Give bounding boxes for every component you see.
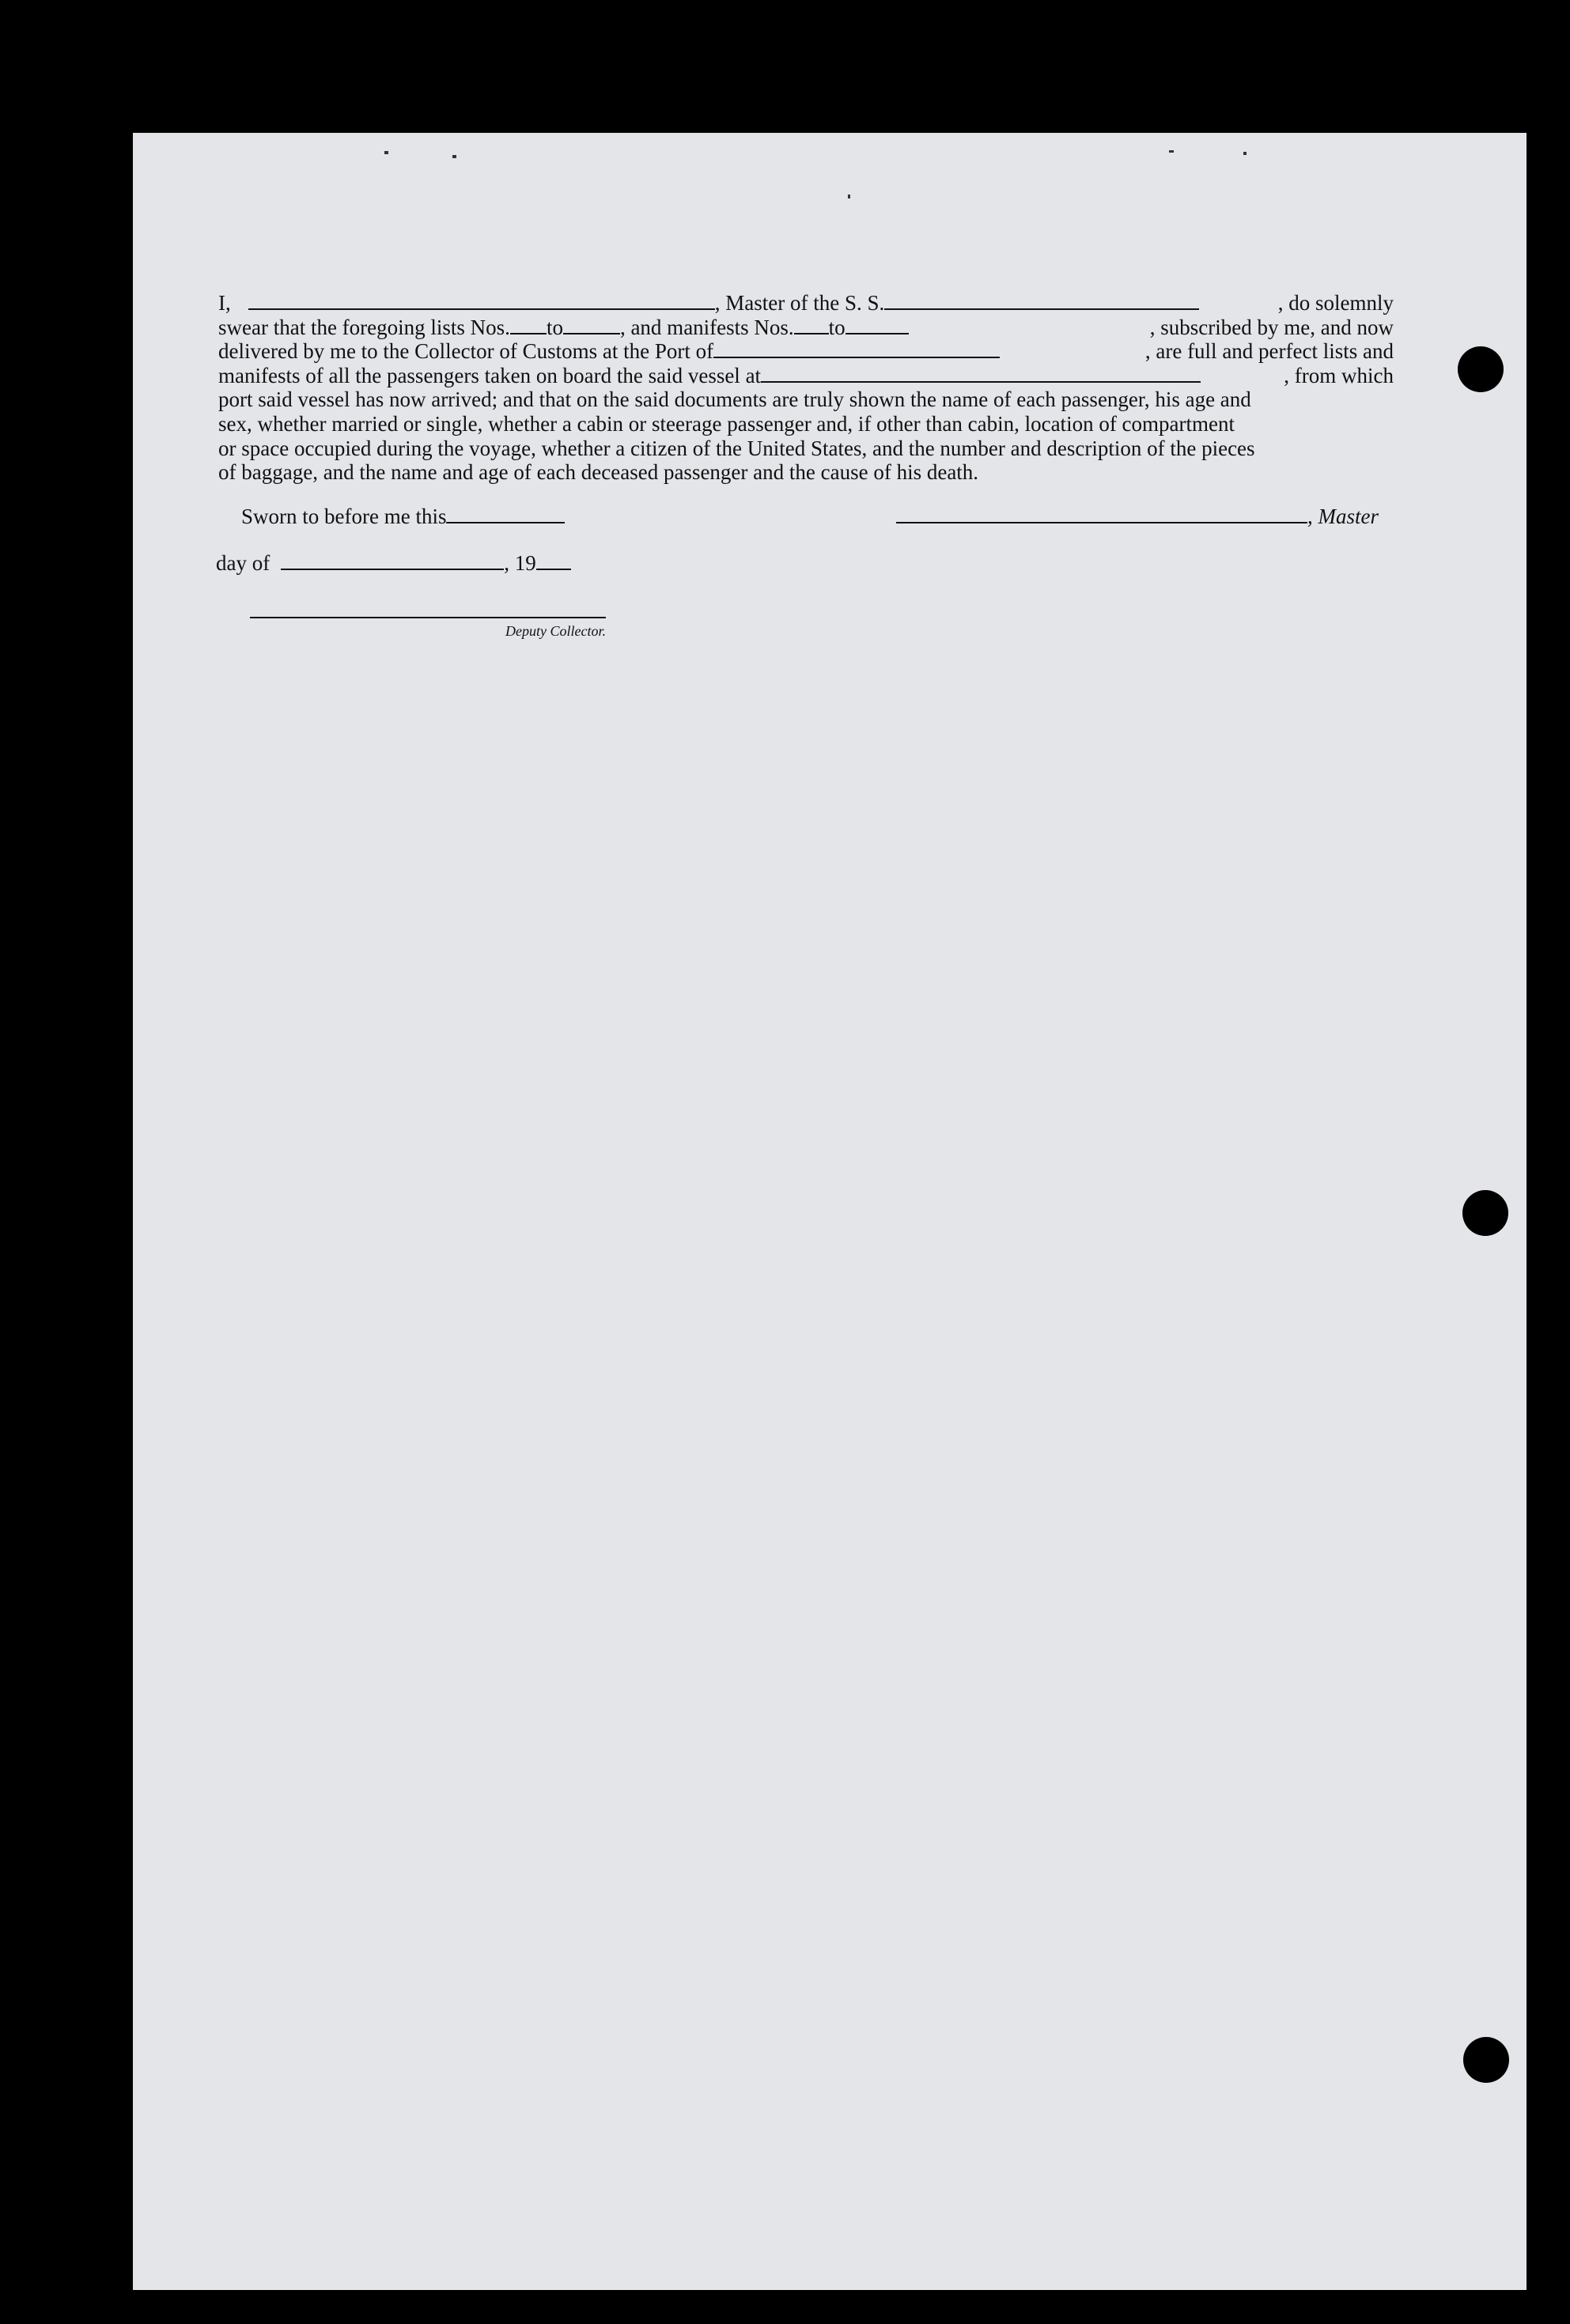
oath-paragraph (218, 291, 1394, 485)
document-page (133, 133, 1526, 2290)
embarkation-port-blank (761, 365, 1201, 383)
oath-text: , and manifests Nos. (619, 315, 794, 339)
oath-line (218, 387, 1394, 412)
year-blank (536, 553, 571, 570)
oath-line (218, 436, 1394, 461)
punch-hole-bottom (1463, 2037, 1509, 2083)
port-blank (713, 341, 1000, 358)
year-prefix: , 19 (504, 551, 536, 575)
oath-text: delivered by me to the Collector of Customs at the Port of (218, 339, 714, 364)
oath-text: , Master of the S. S. (714, 291, 885, 315)
master-signature-blank (896, 506, 1307, 523)
master-title: , Master (1307, 504, 1379, 528)
oath-text: , subscribed by me, and now (1149, 315, 1394, 339)
scan-speck (384, 151, 388, 154)
master-name-blank (248, 293, 715, 310)
scan-speck (452, 155, 456, 158)
oath-line (218, 316, 1394, 340)
oath-text: swear that the foregoing lists Nos. (218, 315, 510, 339)
oath-text: , from which (1284, 363, 1394, 387)
ship-name-blank (884, 293, 1199, 310)
oath-line (218, 460, 1394, 485)
month-blank (281, 553, 504, 570)
date-row (216, 551, 571, 576)
manifest-from-blank (794, 317, 829, 334)
sworn-label: Sworn to before me this (241, 504, 447, 528)
punch-hole-top (1458, 346, 1504, 392)
day-of-label: day of (216, 551, 270, 575)
manifest-to-blank (846, 317, 909, 334)
oath-text: , do solemnly (1277, 291, 1394, 315)
oath-line (218, 364, 1394, 388)
sworn-row (241, 504, 565, 529)
scan-speck (1169, 150, 1174, 153)
deputy-collector-label: Deputy Collector. (505, 623, 606, 639)
scan-speck (1243, 152, 1247, 155)
oath-line (218, 339, 1394, 364)
oath-text: of baggage, and the name and age of each deceased passenger and the cause of his death. (218, 460, 979, 485)
oath-text: manifests of all the passengers taken on board the said vessel at (218, 363, 762, 387)
master-signature-row (896, 504, 1379, 529)
oath-text: , are full and perfect lists and (1144, 339, 1394, 364)
oath-text: sex, whether married or single, whether a cabin or steerage passenger and, if other than cabin, location of compartment (218, 411, 1235, 436)
oath-line (218, 412, 1394, 436)
sworn-day-blank (446, 506, 565, 523)
oath-text: port said vessel has now arrived; and that on the said documents are truly shown the name of each passenger, his age and (218, 387, 1251, 412)
list-from-blank (510, 317, 547, 334)
scan-speck (848, 195, 850, 198)
oath-line (218, 291, 1394, 316)
oath-text: to (828, 315, 846, 339)
oath-text: I, (218, 291, 231, 315)
punch-hole-middle (1462, 1190, 1508, 1236)
list-to-blank (563, 317, 620, 334)
oath-text: to (546, 315, 563, 339)
deputy-collector-signature (250, 617, 606, 640)
oath-text: or space occupied during the voyage, whether a citizen of the United States, and the number and description of the pieces (218, 436, 1255, 460)
